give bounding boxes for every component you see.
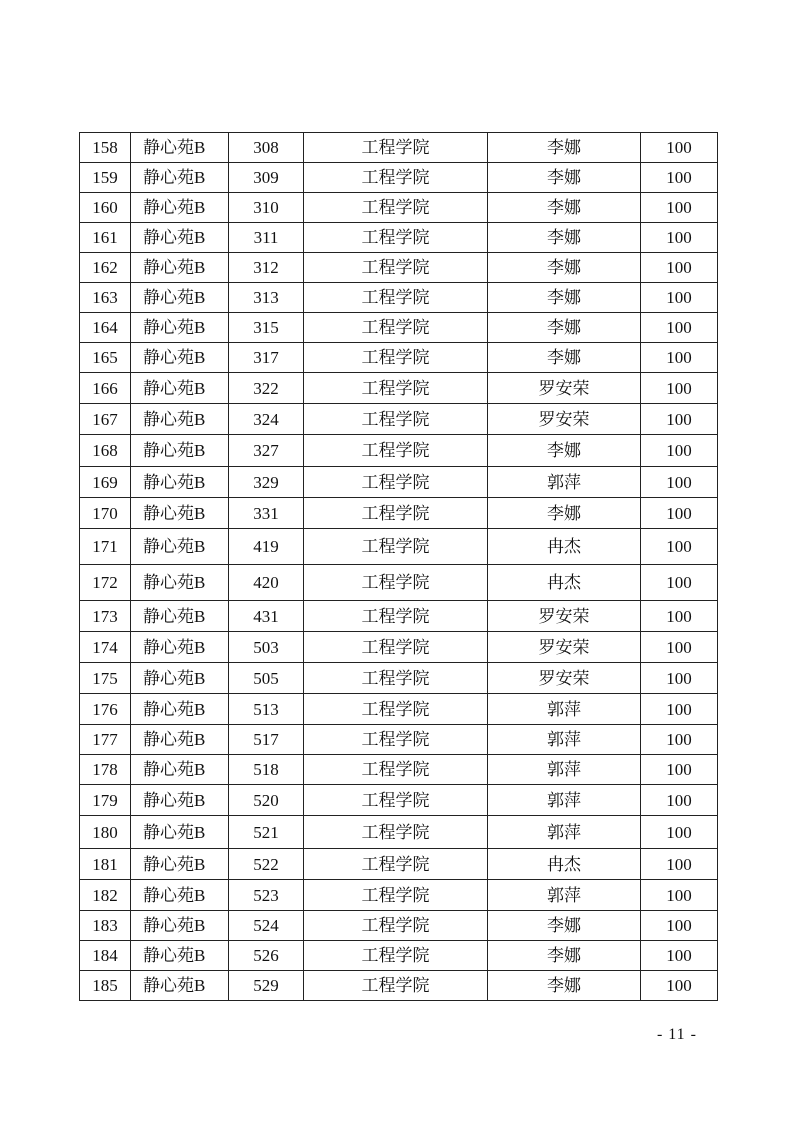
row-number-cell: 165 [80, 343, 131, 373]
building-cell: 静心苑B [131, 163, 229, 193]
row-number-cell: 182 [80, 880, 131, 911]
table-row [80, 601, 718, 632]
person-in-charge-cell: 郭萍 [488, 755, 641, 785]
person-in-charge-cell: 李娜 [488, 941, 641, 971]
college-cell: 工程学院 [304, 373, 488, 404]
college-cell: 工程学院 [304, 880, 488, 911]
person-in-charge-cell: 郭萍 [488, 880, 641, 911]
score-cell: 100 [641, 435, 718, 467]
score-cell: 100 [641, 313, 718, 343]
college-cell: 工程学院 [304, 663, 488, 694]
person-in-charge-cell: 郭萍 [488, 785, 641, 816]
row-number-cell: 158 [80, 133, 131, 163]
table-row [80, 565, 718, 601]
building-cell: 静心苑B [131, 313, 229, 343]
score-cell: 100 [641, 663, 718, 694]
row-number-cell: 167 [80, 404, 131, 435]
row-number-cell: 171 [80, 529, 131, 565]
row-number-cell: 173 [80, 601, 131, 632]
room-number-cell: 524 [229, 911, 304, 941]
college-cell: 工程学院 [304, 404, 488, 435]
room-number-cell: 308 [229, 133, 304, 163]
room-number-cell: 315 [229, 313, 304, 343]
building-cell: 静心苑B [131, 911, 229, 941]
room-number-cell: 431 [229, 601, 304, 632]
table-row [80, 911, 718, 941]
college-cell: 工程学院 [304, 941, 488, 971]
table-row [80, 133, 718, 163]
table-row [80, 498, 718, 529]
college-cell: 工程学院 [304, 343, 488, 373]
table-row [80, 404, 718, 435]
row-number-cell: 181 [80, 849, 131, 880]
score-cell: 100 [641, 253, 718, 283]
table-row [80, 880, 718, 911]
score-cell: 100 [641, 941, 718, 971]
table-body [80, 133, 718, 1001]
row-number-cell: 179 [80, 785, 131, 816]
building-cell: 静心苑B [131, 373, 229, 404]
table-row [80, 313, 718, 343]
room-number-cell: 324 [229, 404, 304, 435]
table-row [80, 529, 718, 565]
score-cell: 100 [641, 785, 718, 816]
table-row [80, 467, 718, 498]
score-cell: 100 [641, 725, 718, 755]
person-in-charge-cell: 郭萍 [488, 467, 641, 498]
building-cell: 静心苑B [131, 755, 229, 785]
score-cell: 100 [641, 373, 718, 404]
building-cell: 静心苑B [131, 467, 229, 498]
person-in-charge-cell: 李娜 [488, 283, 641, 313]
row-number-cell: 168 [80, 435, 131, 467]
person-in-charge-cell: 罗安荣 [488, 373, 641, 404]
row-number-cell: 177 [80, 725, 131, 755]
row-number-cell: 183 [80, 911, 131, 941]
table-row [80, 785, 718, 816]
room-number-cell: 312 [229, 253, 304, 283]
person-in-charge-cell: 李娜 [488, 133, 641, 163]
room-number-cell: 517 [229, 725, 304, 755]
room-number-cell: 311 [229, 223, 304, 253]
row-number-cell: 166 [80, 373, 131, 404]
room-number-cell: 309 [229, 163, 304, 193]
room-number-cell: 503 [229, 632, 304, 663]
room-number-cell: 529 [229, 971, 304, 1001]
building-cell: 静心苑B [131, 694, 229, 725]
college-cell: 工程学院 [304, 253, 488, 283]
person-in-charge-cell: 李娜 [488, 911, 641, 941]
college-cell: 工程学院 [304, 971, 488, 1001]
table-row [80, 632, 718, 663]
college-cell: 工程学院 [304, 565, 488, 601]
room-number-cell: 322 [229, 373, 304, 404]
person-in-charge-cell: 罗安荣 [488, 601, 641, 632]
score-cell: 100 [641, 223, 718, 253]
score-cell: 100 [641, 343, 718, 373]
college-cell: 工程学院 [304, 223, 488, 253]
college-cell: 工程学院 [304, 193, 488, 223]
building-cell: 静心苑B [131, 601, 229, 632]
room-number-cell: 327 [229, 435, 304, 467]
building-cell: 静心苑B [131, 971, 229, 1001]
table-row [80, 193, 718, 223]
person-in-charge-cell: 李娜 [488, 498, 641, 529]
college-cell: 工程学院 [304, 498, 488, 529]
college-cell: 工程学院 [304, 694, 488, 725]
room-number-cell: 310 [229, 193, 304, 223]
table-row [80, 373, 718, 404]
building-cell: 静心苑B [131, 223, 229, 253]
table-row [80, 223, 718, 253]
college-cell: 工程学院 [304, 601, 488, 632]
table-row [80, 343, 718, 373]
college-cell: 工程学院 [304, 435, 488, 467]
person-in-charge-cell: 李娜 [488, 343, 641, 373]
college-cell: 工程学院 [304, 816, 488, 849]
building-cell: 静心苑B [131, 253, 229, 283]
building-cell: 静心苑B [131, 435, 229, 467]
room-number-cell: 518 [229, 755, 304, 785]
table-row [80, 941, 718, 971]
person-in-charge-cell: 罗安荣 [488, 663, 641, 694]
building-cell: 静心苑B [131, 785, 229, 816]
person-in-charge-cell: 李娜 [488, 193, 641, 223]
building-cell: 静心苑B [131, 663, 229, 694]
college-cell: 工程学院 [304, 755, 488, 785]
college-cell: 工程学院 [304, 467, 488, 498]
building-cell: 静心苑B [131, 880, 229, 911]
row-number-cell: 169 [80, 467, 131, 498]
table-row [80, 694, 718, 725]
room-number-cell: 513 [229, 694, 304, 725]
table-row [80, 283, 718, 313]
row-number-cell: 162 [80, 253, 131, 283]
score-cell: 100 [641, 694, 718, 725]
college-cell: 工程学院 [304, 283, 488, 313]
room-number-cell: 505 [229, 663, 304, 694]
row-number-cell: 175 [80, 663, 131, 694]
score-cell: 100 [641, 193, 718, 223]
room-number-cell: 523 [229, 880, 304, 911]
person-in-charge-cell: 李娜 [488, 971, 641, 1001]
dormitory-score-table [79, 132, 718, 1001]
room-number-cell: 313 [229, 283, 304, 313]
room-number-cell: 419 [229, 529, 304, 565]
building-cell: 静心苑B [131, 343, 229, 373]
building-cell: 静心苑B [131, 565, 229, 601]
person-in-charge-cell: 冉杰 [488, 529, 641, 565]
row-number-cell: 161 [80, 223, 131, 253]
row-number-cell: 170 [80, 498, 131, 529]
room-number-cell: 522 [229, 849, 304, 880]
table-row [80, 663, 718, 694]
building-cell: 静心苑B [131, 816, 229, 849]
person-in-charge-cell: 郭萍 [488, 725, 641, 755]
room-number-cell: 521 [229, 816, 304, 849]
row-number-cell: 172 [80, 565, 131, 601]
college-cell: 工程学院 [304, 529, 488, 565]
table-row [80, 163, 718, 193]
building-cell: 静心苑B [131, 849, 229, 880]
person-in-charge-cell: 罗安荣 [488, 632, 641, 663]
college-cell: 工程学院 [304, 133, 488, 163]
row-number-cell: 164 [80, 313, 131, 343]
row-number-cell: 178 [80, 755, 131, 785]
person-in-charge-cell: 罗安荣 [488, 404, 641, 435]
row-number-cell: 185 [80, 971, 131, 1001]
score-cell: 100 [641, 133, 718, 163]
row-number-cell: 184 [80, 941, 131, 971]
score-cell: 100 [641, 755, 718, 785]
score-cell: 100 [641, 911, 718, 941]
building-cell: 静心苑B [131, 193, 229, 223]
room-number-cell: 420 [229, 565, 304, 601]
row-number-cell: 159 [80, 163, 131, 193]
score-cell: 100 [641, 404, 718, 435]
table-row [80, 849, 718, 880]
score-cell: 100 [641, 816, 718, 849]
building-cell: 静心苑B [131, 725, 229, 755]
building-cell: 静心苑B [131, 498, 229, 529]
college-cell: 工程学院 [304, 849, 488, 880]
score-cell: 100 [641, 565, 718, 601]
college-cell: 工程学院 [304, 725, 488, 755]
building-cell: 静心苑B [131, 283, 229, 313]
room-number-cell: 317 [229, 343, 304, 373]
row-number-cell: 160 [80, 193, 131, 223]
room-number-cell: 329 [229, 467, 304, 498]
person-in-charge-cell: 郭萍 [488, 816, 641, 849]
room-number-cell: 526 [229, 941, 304, 971]
score-cell: 100 [641, 880, 718, 911]
score-cell: 100 [641, 467, 718, 498]
person-in-charge-cell: 冉杰 [488, 565, 641, 601]
score-cell: 100 [641, 971, 718, 1001]
score-cell: 100 [641, 529, 718, 565]
college-cell: 工程学院 [304, 911, 488, 941]
row-number-cell: 176 [80, 694, 131, 725]
table-row [80, 435, 718, 467]
building-cell: 静心苑B [131, 529, 229, 565]
college-cell: 工程学院 [304, 163, 488, 193]
score-cell: 100 [641, 849, 718, 880]
person-in-charge-cell: 郭萍 [488, 694, 641, 725]
score-cell: 100 [641, 283, 718, 313]
person-in-charge-cell: 李娜 [488, 435, 641, 467]
person-in-charge-cell: 李娜 [488, 253, 641, 283]
row-number-cell: 163 [80, 283, 131, 313]
table-row [80, 755, 718, 785]
row-number-cell: 180 [80, 816, 131, 849]
person-in-charge-cell: 李娜 [488, 313, 641, 343]
score-cell: 100 [641, 632, 718, 663]
page-number: - 11 - [656, 1026, 697, 1043]
building-cell: 静心苑B [131, 404, 229, 435]
person-in-charge-cell: 李娜 [488, 223, 641, 253]
college-cell: 工程学院 [304, 785, 488, 816]
score-cell: 100 [641, 601, 718, 632]
table-row [80, 253, 718, 283]
room-number-cell: 520 [229, 785, 304, 816]
building-cell: 静心苑B [131, 632, 229, 663]
room-number-cell: 331 [229, 498, 304, 529]
building-cell: 静心苑B [131, 941, 229, 971]
person-in-charge-cell: 冉杰 [488, 849, 641, 880]
college-cell: 工程学院 [304, 313, 488, 343]
building-cell: 静心苑B [131, 133, 229, 163]
college-cell: 工程学院 [304, 632, 488, 663]
score-cell: 100 [641, 163, 718, 193]
table-row [80, 971, 718, 1001]
person-in-charge-cell: 李娜 [488, 163, 641, 193]
table-row [80, 816, 718, 849]
table-row [80, 725, 718, 755]
score-cell: 100 [641, 498, 718, 529]
row-number-cell: 174 [80, 632, 131, 663]
